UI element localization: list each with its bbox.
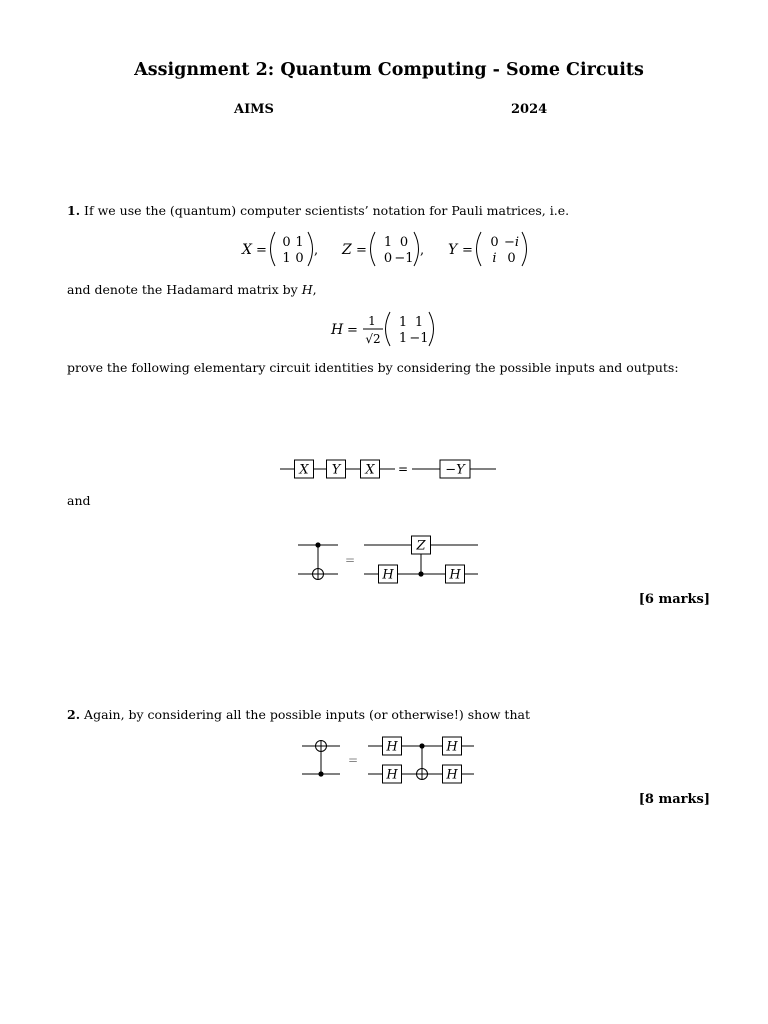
hadamard-entry: 1	[398, 331, 408, 346]
hadamard-intro	[67, 282, 317, 298]
equals-sign: =	[347, 323, 358, 338]
prove-text: prove the following elementary circuit identities by considering the possible inputs and outputs:	[67, 360, 679, 375]
pauli-z-entry: 1	[383, 235, 393, 250]
pauli-z-right-paren	[414, 232, 419, 266]
pauli-x-entry: 0	[295, 251, 304, 266]
equals-sign: =	[256, 243, 267, 258]
equals-sign: =	[347, 753, 359, 767]
pauli-x-left-paren	[271, 232, 276, 266]
gate-z-label: Z	[416, 538, 426, 554]
pauli-y-right-paren	[522, 232, 527, 266]
pauli-y-entry: 0	[507, 251, 516, 266]
pauli-y-entry: −i	[503, 235, 520, 250]
q2-marks: [8 marks]	[638, 792, 710, 807]
page-title: Assignment 2: Quantum Computing - Some Circuits	[134, 60, 644, 80]
pauli-y-left-paren	[477, 232, 482, 266]
gate-h-label: H	[382, 567, 394, 583]
institution: AIMS	[234, 102, 274, 117]
comma: ,	[420, 243, 425, 258]
q2-intro-text: Again, by considering all the possible inputs (or otherwise!) show that	[84, 707, 530, 722]
pauli-x-entry: 0	[282, 235, 291, 250]
gate-h-label: H	[446, 739, 458, 755]
q1-marks: [6 marks]	[638, 592, 710, 607]
equals-sign: =	[462, 243, 473, 258]
pauli-y-entry: 0	[490, 235, 499, 250]
gate-h-label: H	[386, 739, 398, 755]
fraction-denominator: √2	[365, 332, 381, 346]
pauli-z-entry: 0	[399, 235, 409, 250]
matrix-name-x: X	[242, 242, 252, 258]
pauli-y-entry: i	[492, 251, 497, 266]
equals-sign: =	[344, 553, 356, 567]
hadamard-left-paren	[386, 312, 391, 346]
gate-y-label: Y	[331, 462, 341, 478]
comma: ,	[314, 243, 319, 258]
hadamard-matrix	[325, 308, 455, 354]
q1-number: 1.	[67, 203, 81, 218]
equals-sign: =	[397, 462, 409, 476]
control-dot	[418, 571, 423, 576]
fraction-numerator: 1	[368, 314, 376, 328]
pauli-x-entry: 1	[295, 235, 304, 250]
control-dot	[419, 743, 424, 748]
hadamard-entry: 1	[398, 315, 408, 330]
control-dot	[318, 771, 323, 776]
gate-h-label: H	[386, 767, 398, 783]
pauli-z-left-paren	[371, 232, 376, 266]
circuit-xyx-identity	[278, 456, 508, 484]
hadamard-entry: 1	[414, 315, 424, 330]
gate-h-label: H	[446, 767, 458, 783]
circuit-cnot-cz-identity	[296, 532, 486, 590]
hadamard-entry: −1	[409, 331, 429, 346]
pauli-x-entry: 1	[282, 251, 291, 266]
pauli-z-entry: −1	[394, 251, 414, 266]
pauli-matrices	[230, 228, 550, 274]
matrix-name-y: Y	[448, 242, 458, 258]
q2-intro	[67, 707, 530, 723]
matrix-name-z: Z	[342, 242, 352, 258]
hadamard-symbol: H	[301, 282, 313, 297]
and-text: and	[67, 493, 91, 508]
gate-minus-y-label: −Y	[445, 462, 465, 478]
gate-x-label: X	[299, 462, 309, 478]
equals-sign: =	[356, 243, 367, 258]
circuit-cnot-reversal-identity	[298, 734, 478, 786]
gate-h-label: H	[449, 567, 461, 583]
gate-x-label: X	[365, 462, 375, 478]
q1-intro-text: If we use the (quantum) computer scientists’ notation for Pauli matrices, i.e.	[84, 203, 570, 218]
hadamard-name: H	[331, 322, 344, 338]
q2-number: 2.	[67, 707, 81, 722]
q1-intro	[67, 203, 569, 219]
control-dot	[315, 542, 320, 547]
hadamard-comma: ,	[312, 282, 317, 297]
pauli-z-entry: 0	[383, 251, 393, 266]
hadamard-intro-text: and denote the Hadamard matrix by	[67, 282, 298, 297]
pauli-x-right-paren	[308, 232, 313, 266]
year: 2024	[511, 102, 548, 117]
hadamard-right-paren	[429, 312, 434, 346]
